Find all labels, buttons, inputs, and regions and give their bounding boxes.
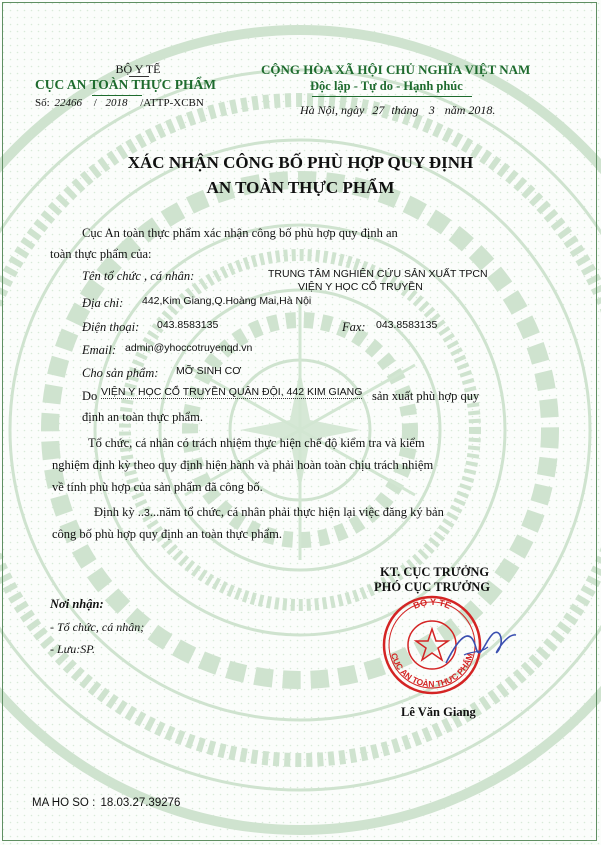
recipients-heading: Nơi nhận:: [50, 597, 104, 611]
ministry-name: BỘ Y TẾ: [115, 62, 161, 76]
producer-prefix: Do: [82, 389, 98, 403]
responsibility-3: về tính phù hợp của sản phẩm đã công bố.: [52, 480, 263, 494]
responsibility-2: nghiệm định kỳ theo quy định hiện hành và phải hoàn toàn chịu trách nhiệm: [52, 458, 434, 472]
svg-text:BỘ Y TẾ: BỘ Y TẾ: [411, 596, 453, 611]
address-value: 442,Kim Giang,Q.Hoàng Mai,Hà Nội: [142, 295, 312, 307]
country-name: CỘNG HÒA XÃ HỘI CHỦ NGHĨA VIỆT NAM: [261, 62, 531, 77]
document-title-line-1: XÁC NHẬN CÔNG BỐ PHÙ HỢP QUY ĐỊNH: [127, 153, 474, 172]
producer-line-2: định an toàn thực phẩm.: [82, 410, 203, 424]
email-label: Email:: [82, 343, 117, 357]
national-motto: Độc lập - Tự do - Hạnh phúc: [310, 79, 463, 93]
signer-title-1: KT. CỤC TRƯỞNG: [380, 565, 490, 579]
org-name-2: VIỆN Y HỌC CỔ TRUYỀN: [298, 281, 423, 293]
periodic-line-2: công bố phù hợp quy định an toàn thực phẩm.: [52, 527, 283, 541]
agency-name: CỤC AN TOÀN THỰC PHẨM: [35, 77, 217, 92]
recipient-2: - Lưu:SP.: [50, 642, 95, 656]
fax-value: 043.8583135: [376, 319, 438, 331]
recipient-1: - Tổ chức, cá nhân;: [50, 620, 145, 634]
intro-text-2: toàn thực phẩm của:: [50, 247, 152, 261]
issue-date: Hà Nội, ngày 27 tháng 3 năm 2018.: [300, 103, 496, 117]
official-stamp: [376, 593, 526, 703]
phone-label: Điện thoại:: [82, 320, 140, 334]
intro-text-1: Cục An toàn thực phẩm xác nhận công bố phù hợp quy định an: [82, 226, 398, 240]
periodic-line-1: Định kỳ ..3...năm tổ chức, cá nhân phải thực hiện lại việc đăng ký bản: [94, 505, 444, 519]
svg-text:CỤC AN TOÀN THỰC PHẨM: CỤC AN TOÀN THỰC PHẨM: [388, 651, 476, 690]
email-value: admin@yhoccotruyenqd.vn: [125, 342, 253, 354]
signer-title-2: PHÓ CỤC TRƯỞNG: [374, 580, 490, 594]
address-label: Địa chỉ:: [82, 296, 124, 310]
responsibility-1: Tổ chức, cá nhân có trách nhiệm thực hiện chế độ kiểm tra và kiểm: [88, 436, 425, 450]
product-label: Cho sản phẩm:: [82, 366, 159, 380]
signer-name: Lê Văn Giang: [401, 705, 476, 719]
org-label: Tên tổ chức , cá nhân:: [82, 269, 195, 283]
producer-suffix: sản xuất phù hợp quy: [372, 389, 480, 403]
document-number: Số: 22466 / 2018 /ATTP-XCBN: [35, 97, 204, 109]
product-name: MỠ SINH CƠ: [176, 365, 242, 377]
fax-label: Fax:: [342, 320, 366, 334]
phone-value: 043.8583135: [157, 319, 219, 331]
record-number: MA HO SO : 18.03.27.39276: [32, 797, 181, 809]
org-name-1: TRUNG TÂM NGHIÊN CỨU SẢN XUẤT TPCN: [268, 268, 488, 280]
document-title-line-2: AN TOÀN THỰC PHẨM: [206, 178, 395, 197]
producer-name: VIỆN Y HỌC CỔ TRUYỀN QUÂN ĐỘI, 442 KIM GIANG: [101, 386, 363, 398]
